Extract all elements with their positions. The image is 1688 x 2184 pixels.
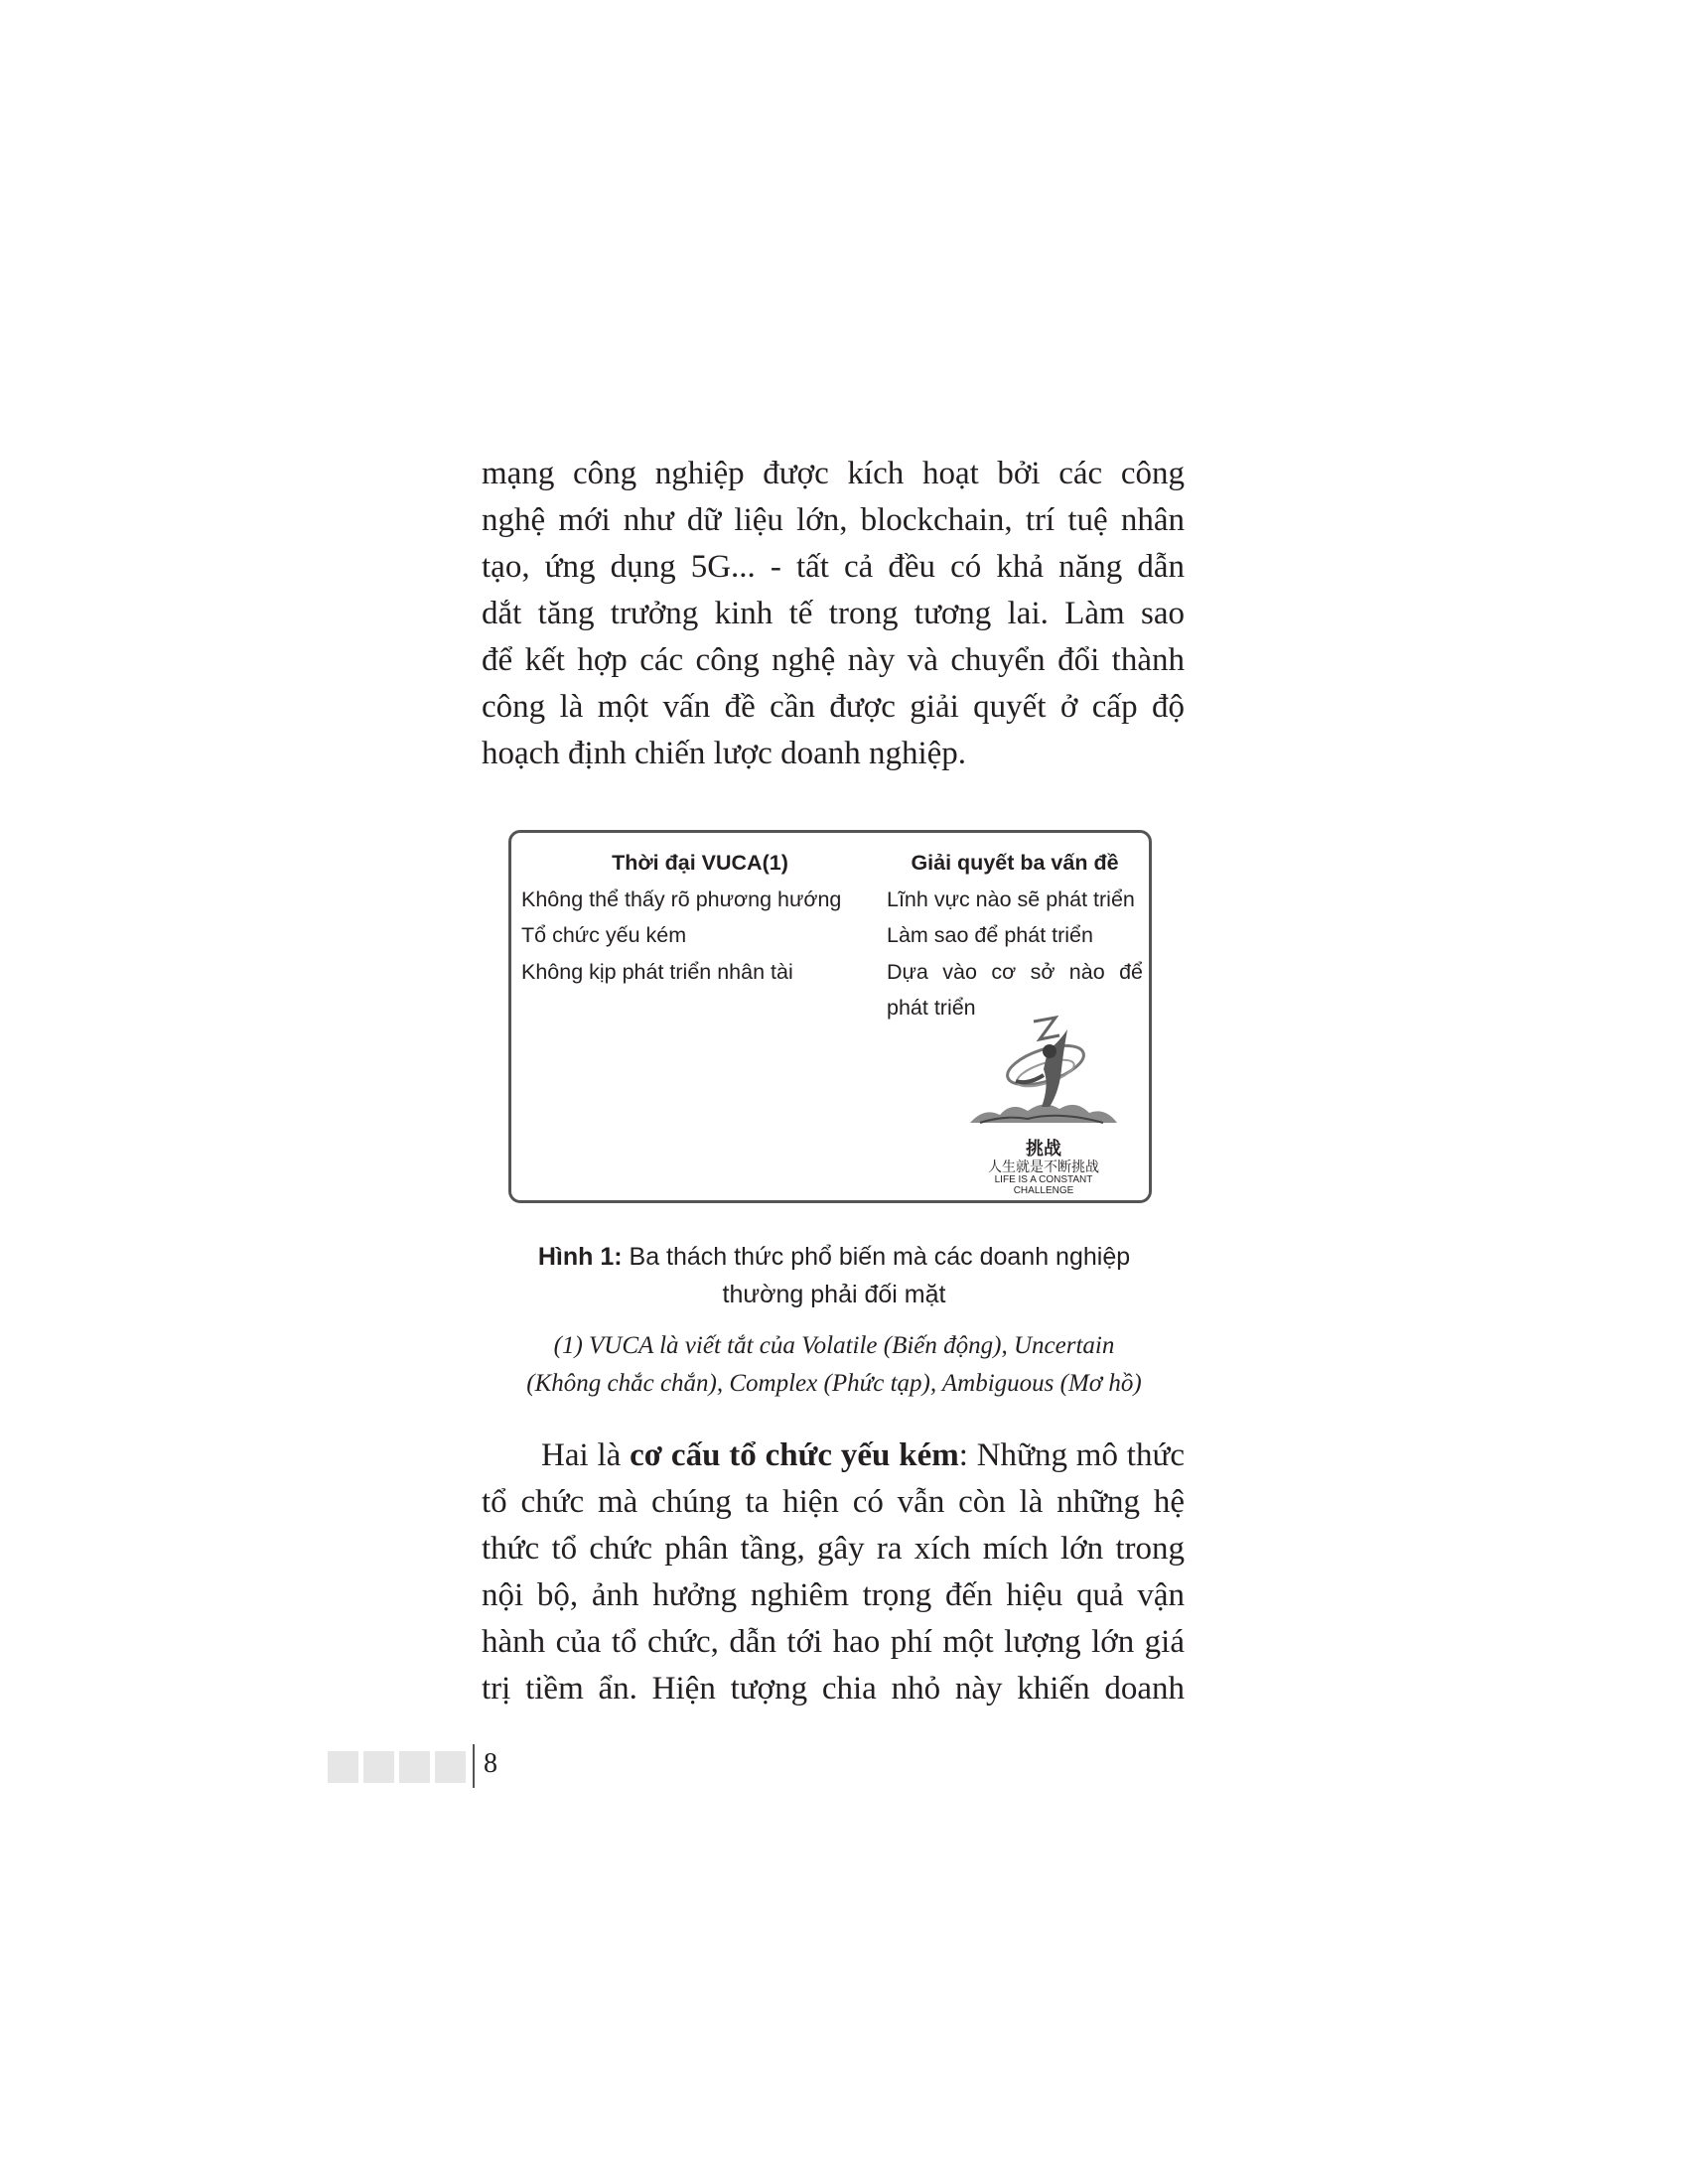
figure-caption — [477, 1238, 1192, 1313]
vuca-item: Không thể thấy rõ phương hướng — [521, 887, 842, 911]
solutions-item: Làm sao để phát triển — [887, 923, 1093, 947]
challenge-english — [984, 1174, 1103, 1196]
paragraph-line: dắt tăng trưởng kinh tế trong tương lai. Làm sao — [482, 596, 1185, 631]
paragraph-line: nội bộ, ảnh hưởng nghiêm trọng đến hiệu quả vận — [482, 1577, 1185, 1613]
paragraph-line: để kết hợp các công nghệ này và chuyển đổi thành — [482, 642, 1185, 678]
paragraph-line: nghệ mới như dữ liệu lớn, blockchain, trí tuệ nhân — [482, 502, 1185, 538]
page-number-divider — [473, 1744, 475, 1788]
challenge-english-line: LIFE IS A CONSTANT — [994, 1174, 1093, 1185]
paragraph-line: hoạch định chiến lược doanh nghiệp. — [482, 736, 967, 771]
paragraph-line — [482, 1433, 1185, 1479]
solutions-heading: Giải quyết ba vấn đề — [911, 851, 1119, 875]
footnote-line: (1) VUCA là viết tắt của Volatile (Biến động), Uncertain — [553, 1332, 1115, 1359]
paragraph-line: hành của tổ chức, dẫn tới hao phí một lượng lớn giá — [482, 1624, 1185, 1660]
challenge-illustration — [964, 1012, 1123, 1196]
solutions-item: Dựa vào cơ sở nào để phát triển — [887, 959, 1143, 1020]
paragraph-line: tổ chức mà chúng ta hiện có vẫn còn là những hệ — [482, 1484, 1185, 1520]
paragraph-line: mạng công nghiệp được kích hoạt bởi các công — [482, 456, 1185, 491]
paragraph-line: tạo, ứng dụng 5G... - tất cả đều có khả năng dẫn — [482, 549, 1185, 585]
vuca-item: Tổ chức yếu kém — [521, 923, 687, 947]
caption-text: thường phải đối mặt — [722, 1281, 946, 1308]
vuca-item: Không kịp phát triển nhân tài — [521, 959, 793, 984]
vuca-column — [521, 845, 879, 990]
vuca-heading: Thời đại VUCA(1) — [612, 851, 788, 875]
page-number: 8 — [484, 1748, 497, 1779]
figure-box — [508, 830, 1152, 1203]
body-paragraph-1 — [482, 451, 1185, 777]
body-paragraph-2 — [482, 1433, 1185, 1712]
paragraph-line: trị tiềm ẩn. Hiện tượng chia nhỏ này khiến doanh — [482, 1671, 1185, 1706]
paragraph-text: : Những mô thức — [958, 1437, 1185, 1473]
challenge-title: 挑战 — [1026, 1139, 1061, 1160]
caption-label: Hình 1: — [537, 1243, 623, 1271]
paragraph-text: Hai là — [541, 1437, 631, 1473]
challenge-figure-icon — [964, 1012, 1123, 1135]
figure-footnote — [477, 1327, 1192, 1403]
decoration-block — [435, 1751, 466, 1783]
challenge-english-line: CHALLENGE — [1013, 1185, 1074, 1196]
solutions-column — [887, 845, 1143, 1026]
decoration-block — [363, 1751, 394, 1783]
solutions-item: Lĩnh vực nào sẽ phát triển — [887, 887, 1135, 911]
emphasis-text: cơ cấu tổ chức yếu kém — [630, 1437, 959, 1473]
caption-text: Ba thách thức phổ biến mà các doanh nghiệp — [629, 1243, 1131, 1271]
paragraph-line: công là một vấn đề cần được giải quyết ở cấp độ — [482, 689, 1185, 725]
decoration-block — [399, 1751, 430, 1783]
decoration-block — [328, 1751, 358, 1783]
challenge-subtitle: 人生就是不断挑战 — [988, 1160, 1099, 1175]
footnote-line: (Không chắc chắn), Complex (Phức tạp), Ambiguous (Mơ hồ) — [526, 1370, 1142, 1397]
paragraph-line: thức tổ chức phân tầng, gây ra xích mích lớn trong — [482, 1531, 1185, 1567]
